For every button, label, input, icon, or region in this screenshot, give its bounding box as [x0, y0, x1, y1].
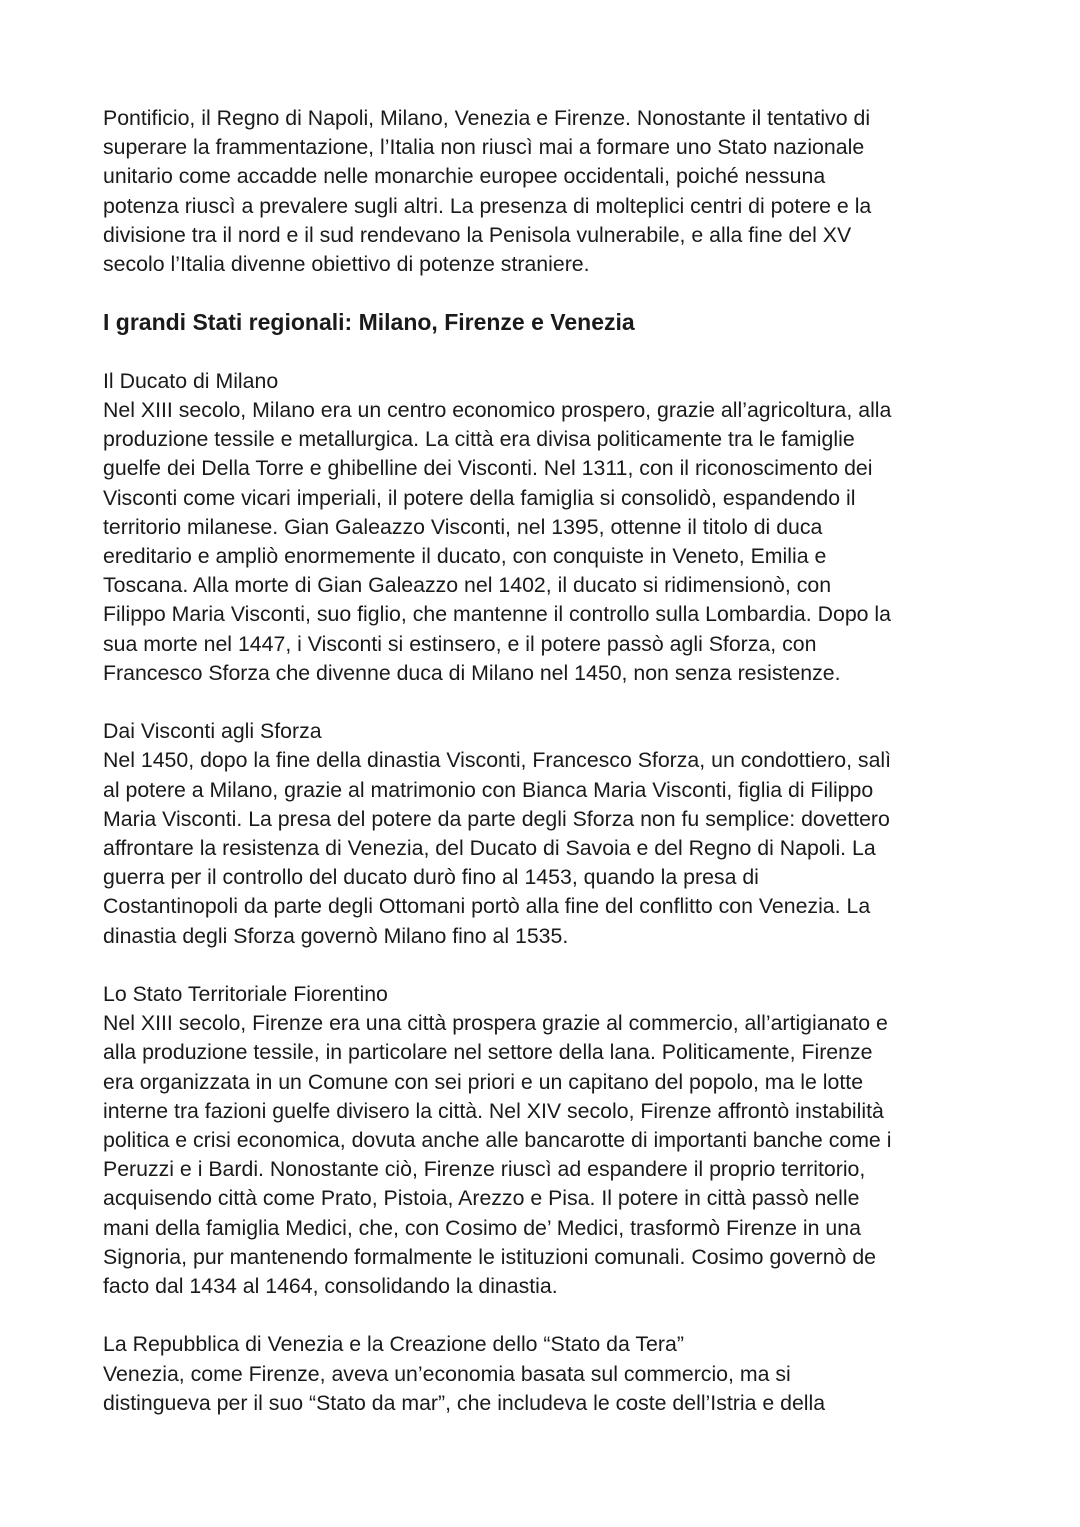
text-line: Peruzzi e i Bardi. Nonostante ciò, Firenze riuscì ad espandere il proprio territorio, [103, 1157, 866, 1182]
text-line: distingueva per il suo “Stato da mar”, che includeva le coste dell’Istria e della [103, 1390, 826, 1415]
text-line: Francesco Sforza che divenne duca di Milano nel 1450, non senza resistenze. [103, 660, 841, 685]
text-line: alla produzione tessile, in particolare nel settore della lana. Politicamente, Firenze [103, 1040, 873, 1065]
section [103, 367, 1003, 688]
text-line: politica e crisi economica, dovuta anche alle bancarotte di importanti banche come i [103, 1128, 892, 1153]
text-line: Visconti come vicari imperiali, il potere della famiglia si consolidò, espandendo il [103, 485, 856, 510]
section-heading: I grandi Stati regionali: Milano, Firenze e Venezia [103, 309, 635, 336]
section [103, 980, 1003, 1301]
intro-paragraph [103, 104, 1003, 279]
text-line: guelfe dei Della Torre e ghibelline dei Visconti. Nel 1311, con il riconoscimento dei [103, 456, 873, 481]
text-line: Venezia, come Firenze, aveva un’economia basata sul commercio, ma si [103, 1361, 791, 1386]
text-line: Toscana. Alla morte di Gian Galeazzo nel 1402, il ducato si ridimensionò, con [103, 573, 832, 598]
text-line: guerra per il controllo del ducato durò fino al 1453, quando la presa di [103, 865, 759, 890]
section [103, 1330, 1003, 1418]
text-line: Costantinopoli da parte degli Ottomani portò alla fine del conflitto con Venezia. La [103, 894, 871, 919]
text-line: ereditario e ampliò enormemente il ducato, con conquiste in Veneto, Emilia e [103, 544, 827, 569]
text-line: divisione tra il nord e il sud rendevano la Penisola vulnerabile, e alla fine del XV [103, 222, 852, 247]
text-line: Nel 1450, dopo la fine della dinastia Visconti, Francesco Sforza, un condottiero, salì [103, 748, 892, 773]
text-line: interne tra fazioni guelfe divisero la città. Nel XIV secolo, Firenze affrontò instabilità [103, 1098, 884, 1123]
text-line: Pontificio, il Regno di Napoli, Milano, Venezia e Firenze. Nonostante il tentativo di [103, 106, 871, 130]
text-line: facto dal 1434 al 1464, consolidando la dinastia. [103, 1274, 558, 1299]
text-line: Filippo Maria Visconti, suo figlio, che mantenne il controllo sulla Lombardia. Dopo la [103, 602, 892, 627]
text-line: secolo l’Italia divenne obiettivo di potenze straniere. [103, 252, 590, 277]
text-line: affrontare la resistenza di Venezia, del Ducato di Savoia e del Regno di Napoli. La [103, 836, 876, 861]
text-line: acquisendo città come Prato, Pistoia, Arezzo e Pisa. Il potere in città passò nelle [103, 1186, 860, 1211]
text-line: superare la frammentazione, l’Italia non riuscì mai a formare uno Stato nazionale [103, 135, 865, 160]
text-line: Nel XIII secolo, Firenze era una città prospera grazie al commercio, all’artigianato e [103, 1011, 888, 1036]
text-line: Nel XIII secolo, Milano era un centro economico prospero, grazie all’agricoltura, alla [103, 398, 892, 422]
section [103, 717, 1003, 951]
text-line: Signoria, pur mantenendo formalmente le istituzioni comunali. Cosimo governò de [103, 1244, 877, 1269]
sections [103, 367, 1003, 1418]
text-line: Maria Visconti. La presa del potere da parte degli Sforza non fu semplice: dovettero [103, 806, 890, 831]
text-line: dinastia degli Sforza governò Milano fino al 1535. [103, 923, 569, 948]
text-line: mani della famiglia Medici, che, con Cosimo de’ Medici, trasformò Firenze in una [103, 1215, 861, 1240]
section-title: La Repubblica di Venezia e la Creazione dello “Stato da Tera” [103, 1332, 684, 1357]
document-page [103, 104, 1003, 1447]
section-title: Dai Visconti agli Sforza [103, 719, 322, 744]
text-line: territorio milanese. Gian Galeazzo Visconti, nel 1395, ottenne il titolo di duca [103, 514, 823, 539]
text-line: sua morte nel 1447, i Visconti si estinsero, e il potere passò agli Sforza, con [103, 631, 817, 656]
text-line: era organizzata in un Comune con sei priori e un capitano del popolo, ma le lotte [103, 1069, 864, 1094]
text-line: al potere a Milano, grazie al matrimonio con Bianca Maria Visconti, figlia di Filippo [103, 777, 874, 802]
text-line: unitario come accadde nelle monarchie europee occidentali, poiché nessuna [103, 164, 826, 189]
section-title: Il Ducato di Milano [103, 368, 279, 393]
text-line: potenza riuscì a prevalere sugli altri. La presenza di molteplici centri di potere e la [103, 193, 872, 218]
text-line: produzione tessile e metallurgica. La città era divisa politicamente tra le famiglie [103, 427, 855, 452]
section-title: Lo Stato Territoriale Fiorentino [103, 982, 388, 1007]
